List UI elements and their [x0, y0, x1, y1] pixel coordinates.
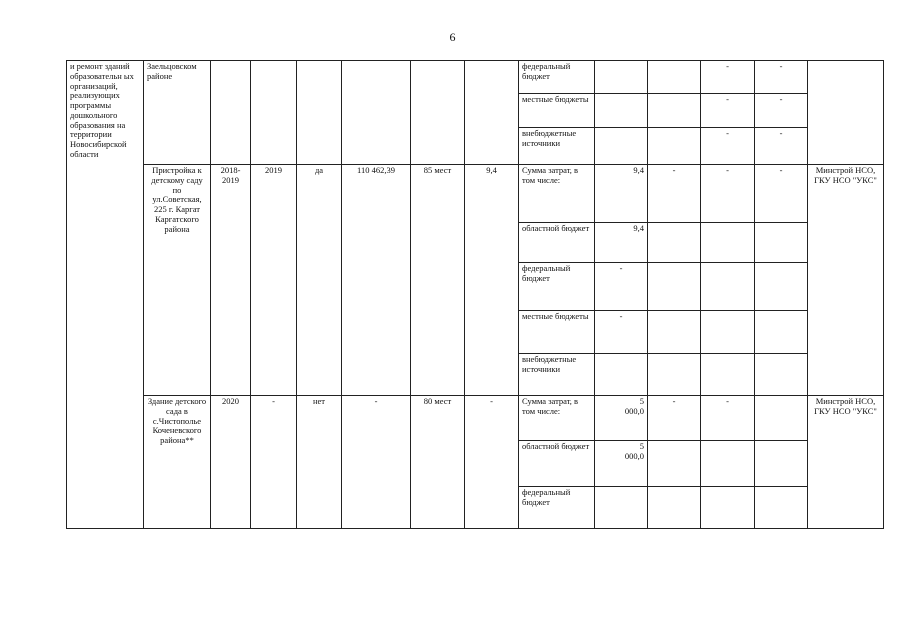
object-name-cell: Пристройка к детскому саду по ул.Советская, 225 г. Каргат Каргатского района	[144, 165, 211, 396]
empty-cell	[701, 441, 755, 487]
funding-source-cell: внебюджетные источники	[519, 128, 595, 165]
funding-source-cell: местные бюджеты	[519, 311, 595, 354]
capacity-cell: 80 мест	[411, 396, 465, 529]
funding-source-cell: местные бюджеты	[519, 94, 595, 128]
value-cell: 9,4	[595, 223, 648, 263]
empty-cell	[297, 61, 342, 165]
value-cell	[595, 396, 648, 441]
table-row	[67, 61, 884, 94]
value-cell: -	[648, 165, 701, 223]
table-row	[67, 165, 884, 223]
empty-cell	[648, 441, 701, 487]
value-cell: -	[701, 165, 755, 223]
empty-cell	[595, 128, 648, 165]
amount-top: 5	[639, 441, 644, 451]
value-cell: -	[595, 263, 648, 311]
value-cell	[595, 441, 648, 487]
empty-cell	[595, 487, 648, 529]
empty-cell	[211, 61, 251, 165]
program-description-cell: и ремонт зданий образовательн ых организаций, реализующих программы дошкольного образования на территории Новосибирской области	[67, 61, 144, 529]
empty-cell	[701, 311, 755, 354]
end-year-cell: -	[251, 396, 297, 529]
funding-source-cell: федеральный бюджет	[519, 487, 595, 529]
responsible-cell: Минстрой НСО, ГКУ НСО "УКС"	[808, 396, 884, 529]
responsible-cell: Минстрой НСО, ГКУ НСО "УКС"	[808, 165, 884, 396]
amount-top: 5	[639, 396, 644, 406]
empty-cell	[648, 263, 701, 311]
empty-cell	[755, 396, 808, 441]
empty-cell	[595, 354, 648, 396]
value-cell: -	[755, 165, 808, 223]
empty-cell	[701, 263, 755, 311]
empty-cell	[808, 61, 884, 165]
funding-source-cell: внебюджетные источники	[519, 354, 595, 396]
page-number: 6	[449, 30, 456, 44]
empty-cell	[648, 223, 701, 263]
funding-source-cell: федеральный бюджет	[519, 263, 595, 311]
value-cell: -	[755, 128, 808, 165]
funding-source-cell: областной бюджет	[519, 223, 595, 263]
ratio-cell: -	[465, 396, 519, 529]
flag-cell: нет	[297, 396, 342, 529]
program-table	[66, 60, 884, 529]
end-year-cell: 2019	[251, 165, 297, 396]
cost-cell: 110 462,39	[342, 165, 411, 396]
value-cell: -	[755, 94, 808, 128]
object-name-cell: Здание детского сада в с.Чистополье Коченевского района**	[144, 396, 211, 529]
ratio-cell: 9,4	[465, 165, 519, 396]
empty-cell	[648, 487, 701, 529]
funding-source-cell: Сумма затрат, в том числе:	[519, 396, 595, 441]
empty-cell	[701, 223, 755, 263]
funding-source-cell: федеральный бюджет	[519, 61, 595, 94]
empty-cell	[648, 311, 701, 354]
empty-cell	[755, 441, 808, 487]
empty-cell	[648, 61, 701, 94]
empty-cell	[648, 94, 701, 128]
capacity-cell: 85 мест	[411, 165, 465, 396]
table-row	[67, 396, 884, 441]
funding-source-cell: областной бюджет	[519, 441, 595, 487]
empty-cell	[411, 61, 465, 165]
amount-bottom: 000,0	[624, 405, 644, 416]
empty-cell	[755, 354, 808, 396]
value-cell: -	[755, 61, 808, 94]
flag-cell: да	[297, 165, 342, 396]
value-cell: -	[648, 396, 701, 441]
empty-cell	[755, 311, 808, 354]
empty-cell	[465, 61, 519, 165]
empty-cell	[755, 263, 808, 311]
cost-cell: -	[342, 396, 411, 529]
empty-cell	[648, 128, 701, 165]
location-cell: Заельцовском районе	[144, 61, 211, 165]
value-cell: -	[701, 94, 755, 128]
funding-source-cell: Сумма затрат, в том числе:	[519, 165, 595, 223]
empty-cell	[342, 61, 411, 165]
value-cell: -	[701, 128, 755, 165]
value-cell: -	[701, 61, 755, 94]
value-cell: -	[595, 311, 648, 354]
empty-cell	[595, 61, 648, 94]
empty-cell	[251, 61, 297, 165]
years-cell: 2020	[211, 396, 251, 529]
empty-cell	[755, 487, 808, 529]
amount-bottom: 000,0	[624, 450, 644, 461]
years-cell: 2018-2019	[211, 165, 251, 396]
empty-cell	[595, 94, 648, 128]
empty-cell	[701, 354, 755, 396]
value-cell: 9,4	[595, 165, 648, 223]
empty-cell	[648, 354, 701, 396]
empty-cell	[701, 487, 755, 529]
empty-cell	[755, 223, 808, 263]
value-cell: -	[701, 396, 755, 441]
